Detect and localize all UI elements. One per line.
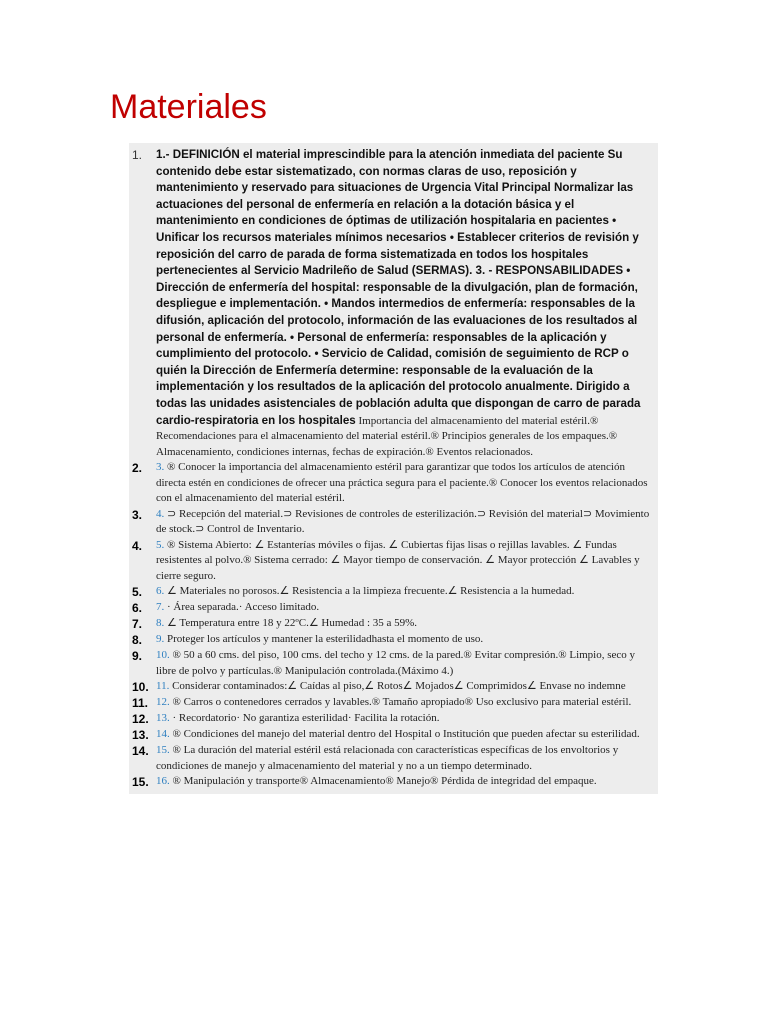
list-item xyxy=(129,695,658,711)
list-item-number: 11. xyxy=(132,696,149,711)
list-item xyxy=(129,507,658,538)
list-item-text: ∠ Temperatura entre 18 y 22ºC.∠ Humedad : 35 a 59%. xyxy=(164,617,418,630)
list-item-body xyxy=(156,711,658,727)
list-item-index: 16. xyxy=(156,775,170,788)
list-item-body xyxy=(156,460,658,507)
list-item-index: 4. xyxy=(156,507,165,520)
list-item-body xyxy=(156,600,658,616)
list-item-number: 15. xyxy=(132,775,149,790)
list-item-text: Proteger los artículos y mantener la esterilidadhasta el momento de uso. xyxy=(164,633,484,646)
numbered-list xyxy=(129,143,658,794)
list-item-text: ∠ Materiales no porosos.∠ Resistencia a la limpieza frecuente.∠ Resistencia a la humedad. xyxy=(164,585,575,598)
list-item-text: · Recordatorio· No garantiza esterilidad· Facilita la rotación. xyxy=(169,712,440,725)
list-item xyxy=(129,584,658,600)
list-item-index: 13. xyxy=(156,712,170,725)
list-item xyxy=(129,743,658,774)
list-item xyxy=(129,538,658,585)
list-item-body xyxy=(156,727,658,743)
list-item-text: Importancia del almacenamiento del material estéril.® Recomendaciones para el almacenamiento del material estéril.® Principios generales de los empaques.® Almacenamiento, condiciones internas, fechas de expiración.® Eventos relacionados. xyxy=(156,414,618,458)
list-item-body xyxy=(156,679,658,695)
list-item xyxy=(129,727,658,743)
list-item-number: 4. xyxy=(132,538,143,553)
list-item-index: 14. xyxy=(156,728,170,741)
list-item xyxy=(129,460,658,507)
list-item-number: 1. xyxy=(132,148,143,162)
list-item-body xyxy=(156,538,658,585)
list-item xyxy=(129,679,658,695)
list-item-index: 9. xyxy=(156,633,165,646)
list-item-text: ® 50 a 60 cms. del piso, 100 cms. del techo y 12 cms. de la pared.® Evitar compresión.® Limpio, seco y libre de polvo y partículas.® Manipulación controlada.(Máximo 4.) xyxy=(156,649,636,677)
list-item-index: 12. xyxy=(156,696,170,709)
list-item xyxy=(129,648,658,679)
list-item xyxy=(129,616,658,632)
list-item-number: 10. xyxy=(132,680,149,695)
list-item-index: 8. xyxy=(156,617,165,630)
list-item xyxy=(129,711,658,727)
list-item-text: ® Manipulación y transporte® Almacenamiento® Manejo® Pérdida de integridad del empaque. xyxy=(169,775,597,788)
list-item-index: 5. xyxy=(156,538,165,551)
list-item-number: 9. xyxy=(132,649,143,664)
list-item-body xyxy=(156,695,658,711)
list-item-body xyxy=(156,632,658,648)
list-item xyxy=(129,600,658,616)
list-item-text: ⊃ Recepción del material.⊃ Revisiones de controles de esterilización.⊃ Revisión del material⊃ Movimiento de stock.⊃ Control de Inventario. xyxy=(156,507,650,536)
list-item-text: ® Conocer la importancia del almacenamiento estéril para garantizar que todos los artículos de atención directa estén en condiciones de ofrecer una práctica segura para el paciente.® Conocer los eventos relacionados con el almacenamiento del material estéril. xyxy=(156,461,648,505)
list-item-text: ® Sistema Abierto: ∠ Estanterías móviles o fijas. ∠ Cubiertas fijas lisas o rejillas lavables. ∠ Fundas resistentes al polvo.® Sistema cerrado: ∠ Mayor tiempo de conservación. ∠ Mayor protección ∠ Lavables y cierre seguro. xyxy=(156,538,640,582)
list-item-number: 8. xyxy=(132,633,143,648)
list-item-text: · Área separada.· Acceso limitado. xyxy=(164,601,320,614)
list-item-index: 11. xyxy=(156,680,170,693)
list-item xyxy=(129,774,658,790)
list-item-body xyxy=(156,616,658,632)
list-item-body xyxy=(156,774,658,790)
list-item-number: 3. xyxy=(132,507,143,522)
list-item-body xyxy=(156,584,658,600)
list-item xyxy=(129,147,658,460)
list-item-lead-text: 1.- DEFINICIÓN el material imprescindible para la atención inmediata del paciente Su contenido debe estar sistematizado, con normas claras de uso, reposición y mantenimiento y reservado para situaciones de Urgencia Vital Principal Normalizar las actuaciones del personal de enfermería en relación a la dotación básica y el mantenimiento en condiciones de óptimas de utilización hospitalaria en pacientes • Unificar los recursos materiales mínimos necesarios • Establecer criterios de revisión y reposición del carro de parada de forma sistematizada en todos los hospitales pertenecientes al Servicio Madrileño de Salud (SERMAS). 3. - RESPONSABILIDADES • Dirección de enfermería del hospital: responsable de la divulgación, plan de formación, despliegue e implementación. • Mandos intermedios de enfermería: responsables de la difusión, aplicación del protocolo, información de las evaluaciones de los resultados al personal de enfermería. • Personal de enfermería: responsables de la aplicación y cumplimiento del protocolo. • Servicio de Calidad, comisión de seguimiento de RCP o quién la Dirección de Enfermería determine: responsable de la evaluación de la implementación y los resultados de la aplicación del protocolo anualmente. Dirigido a todas las unidades asistenciales de población adulta que dispongan de carro de parada cardio-respiratoria en los hospitales xyxy=(156,148,641,427)
list-item-text: ® Carros o contenedores cerrados y lavables.® Tamaño apropiado® Uso exclusivo para material estéril. xyxy=(169,696,632,709)
list-item-number: 5. xyxy=(132,585,143,600)
list-item-index: 7. xyxy=(156,601,165,614)
list-item-body xyxy=(156,507,658,538)
list-item-text: Considerar contaminados:∠ Caídas al piso,∠ Rotos∠ Mojados∠ Comprimidos∠ Envase no indemne xyxy=(169,680,626,693)
list-item-body xyxy=(156,648,658,679)
list-item xyxy=(129,632,658,648)
list-item-body xyxy=(156,147,658,460)
list-item-number: 2. xyxy=(132,461,143,476)
list-item-text: ® La duración del material estéril está relacionada con características específicas de los envoltorios y condiciones de manejo y almacenamiento del material y no a un tiempo determinado. xyxy=(156,744,619,772)
list-item-number: 6. xyxy=(132,601,143,616)
list-item-index: 15. xyxy=(156,744,170,757)
list-item-number: 12. xyxy=(132,712,149,727)
list-item-body xyxy=(156,743,658,774)
list-item-number: 13. xyxy=(132,728,149,743)
list-item-index: 3. xyxy=(156,461,165,474)
list-item-index: 6. xyxy=(156,585,165,598)
list-item-number: 14. xyxy=(132,744,149,759)
list-item-index: 10. xyxy=(156,649,170,662)
list-item-text: ® Condiciones del manejo del material dentro del Hospital o Institución que pueden afectar su esterilidad. xyxy=(169,728,640,741)
list-item-number: 7. xyxy=(132,617,143,632)
page-title: Materiales xyxy=(110,88,267,126)
